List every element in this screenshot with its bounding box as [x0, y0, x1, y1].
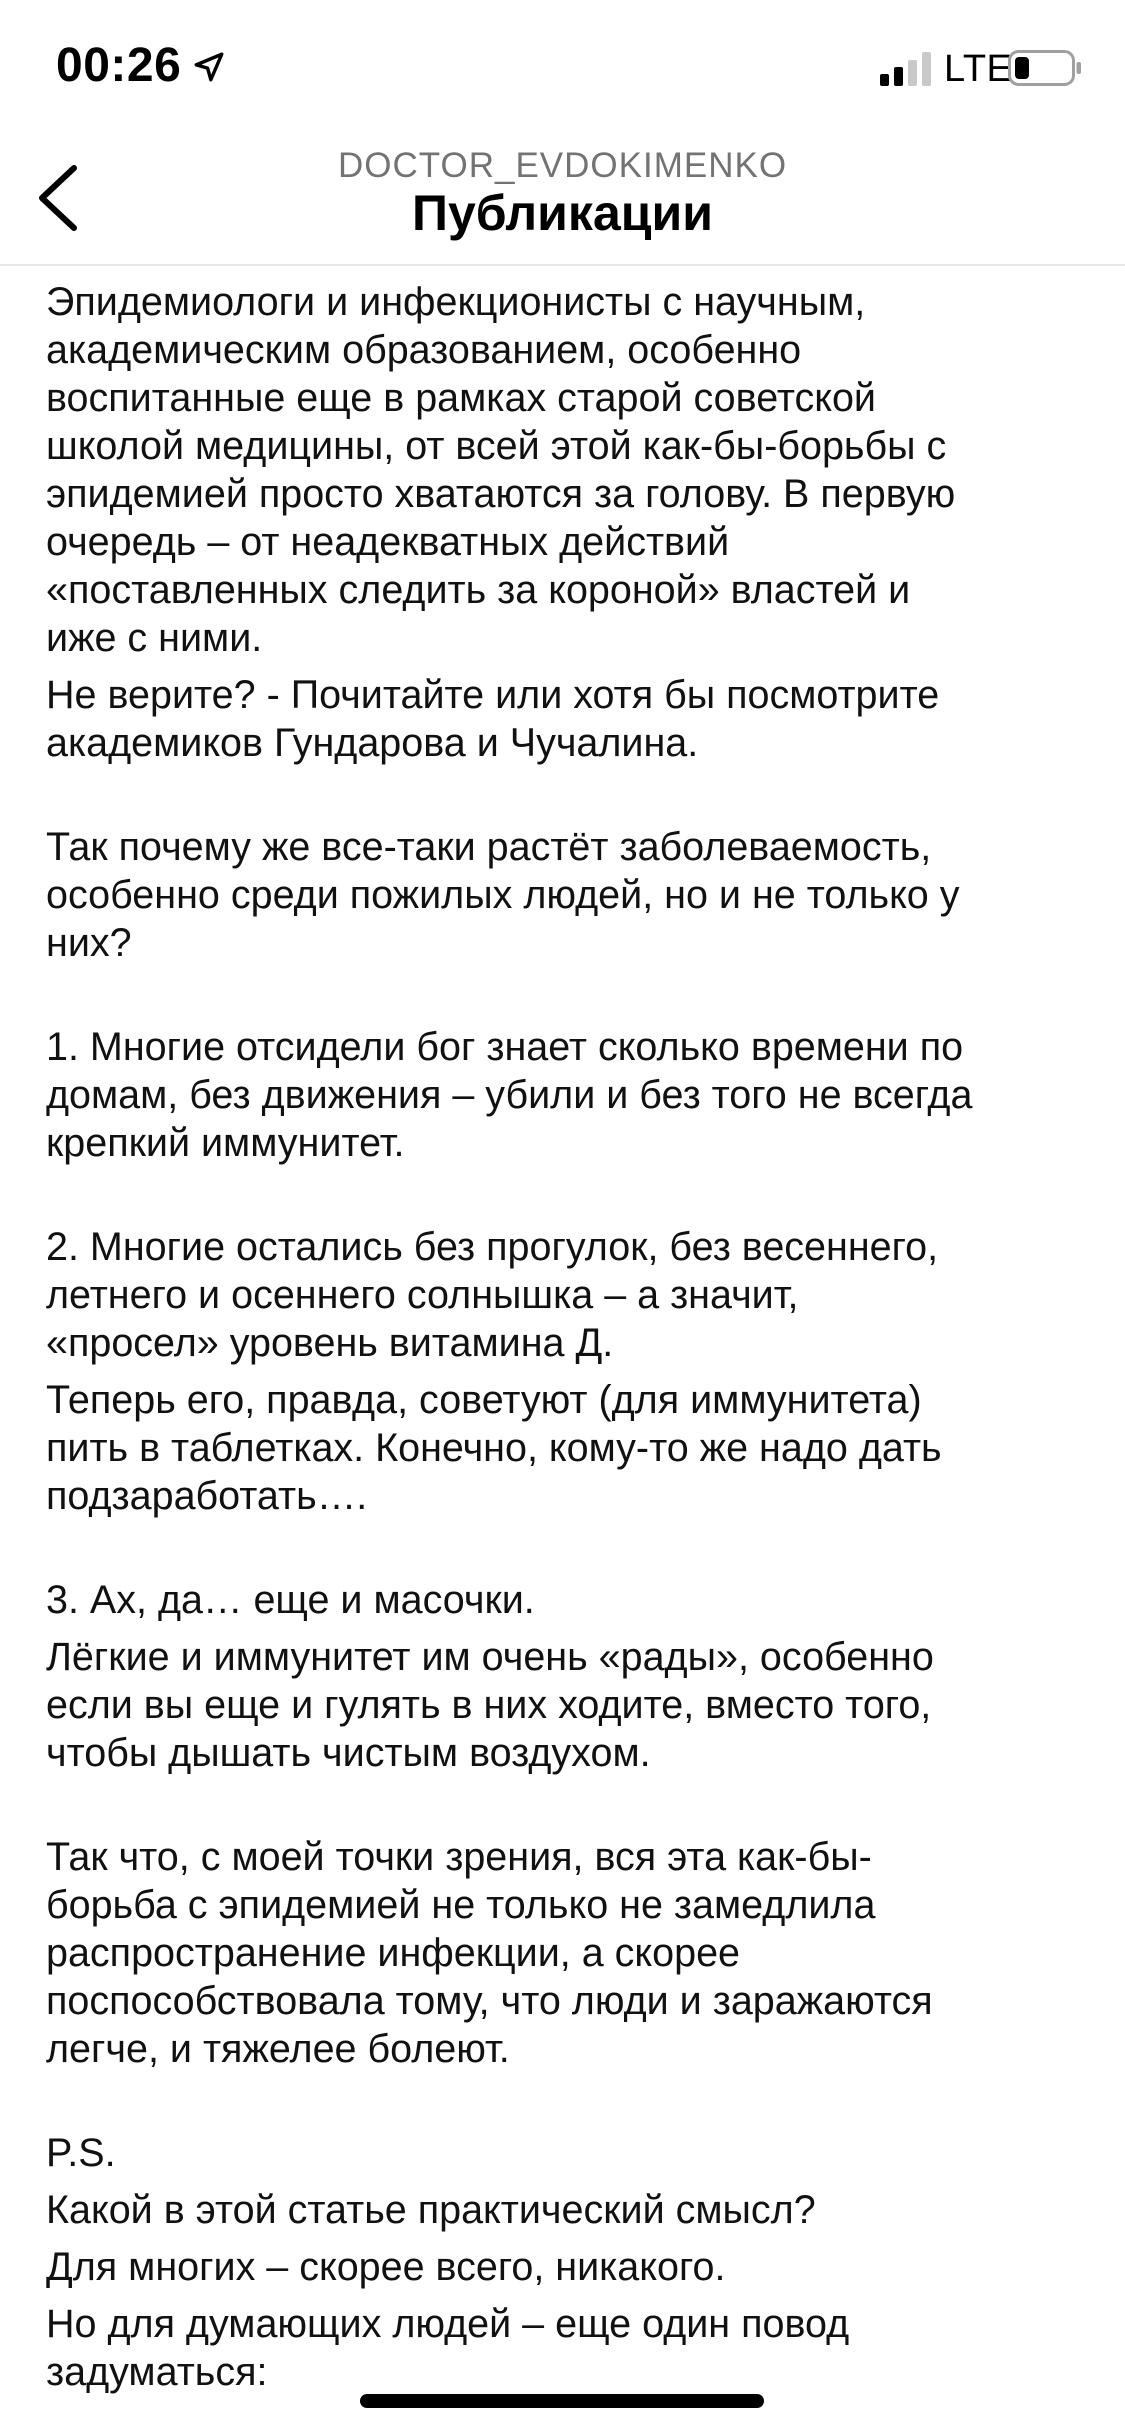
post-paragraph: Лёгкие и иммунитет им очень «рады», особенно если вы еще и гулять в них ходите, вместо того, чтобы дышать чистым воздухом.	[46, 1635, 934, 1775]
post-paragraph: Так почему же все-таки растёт заболеваемость, особенно среди пожилых людей, но и не только у них?	[46, 825, 960, 965]
post-paragraph: Теперь его, правда, советуют (для иммунитета) пить в таблетках. Конечно, кому-то же надо дать подзаработать….	[46, 1378, 942, 1518]
post-paragraph: P.S.	[46, 2131, 116, 2175]
post-paragraph: Для многих – скорее всего, никакого.	[46, 2245, 726, 2289]
nav-header	[0, 132, 1125, 266]
post-caption	[46, 278, 1086, 2405]
network-label: LTE	[944, 48, 1013, 90]
post-paragraph: Эпидемиологи и инфекционисты с научным, академическим образованием, особенно воспитанные еще в рамках старой советской школой медицины, от всей этой как-бы-борьбы с эпидемией просто хватаются за голову. В первую очередь – от неадекватных действий «поставленных следить за короной» властей и иже с ними.	[46, 280, 956, 660]
post-paragraph: Не верите? - Почитайте или хотя бы посмотрите академиков Гундарова и Чучалина.	[46, 673, 940, 765]
cellular-signal-icon	[880, 52, 936, 86]
post-paragraph: 2. Многие остались без прогулок, без весеннего, летнего и осеннего солнышка – а значит, «просел» уровень витамина Д.	[46, 1225, 939, 1365]
post-paragraph: 1. Многие отсидели бог знает сколько времени по домам, без движения – убили и без того не всегда крепкий иммунитет.	[46, 1025, 973, 1165]
account-username[interactable]: DOCTOR_EVDOKIMENKO	[337, 146, 788, 185]
location-arrow-icon	[192, 50, 226, 84]
battery-icon	[1008, 50, 1082, 86]
status-time: 00:26	[56, 39, 182, 92]
page-title: Публикации	[412, 185, 713, 241]
post-paragraph: Но для думающих людей – еще один повод задуматься:	[46, 2302, 850, 2394]
status-bar	[0, 0, 1125, 132]
home-indicator[interactable]	[360, 2394, 764, 2408]
post-paragraph: 3. Ах, да… еще и масочки.	[46, 1578, 535, 1622]
post-paragraph: Так что, с моей точки зрения, вся эта как-бы- борьба с эпидемией не только не замедлила распространение инфекции, а скорее поспособствовала тому, что люди и заражаются легче, и тяжелее болеют.	[46, 1835, 933, 2071]
post-paragraph: Какой в этой статье практический смысл?	[46, 2188, 816, 2232]
